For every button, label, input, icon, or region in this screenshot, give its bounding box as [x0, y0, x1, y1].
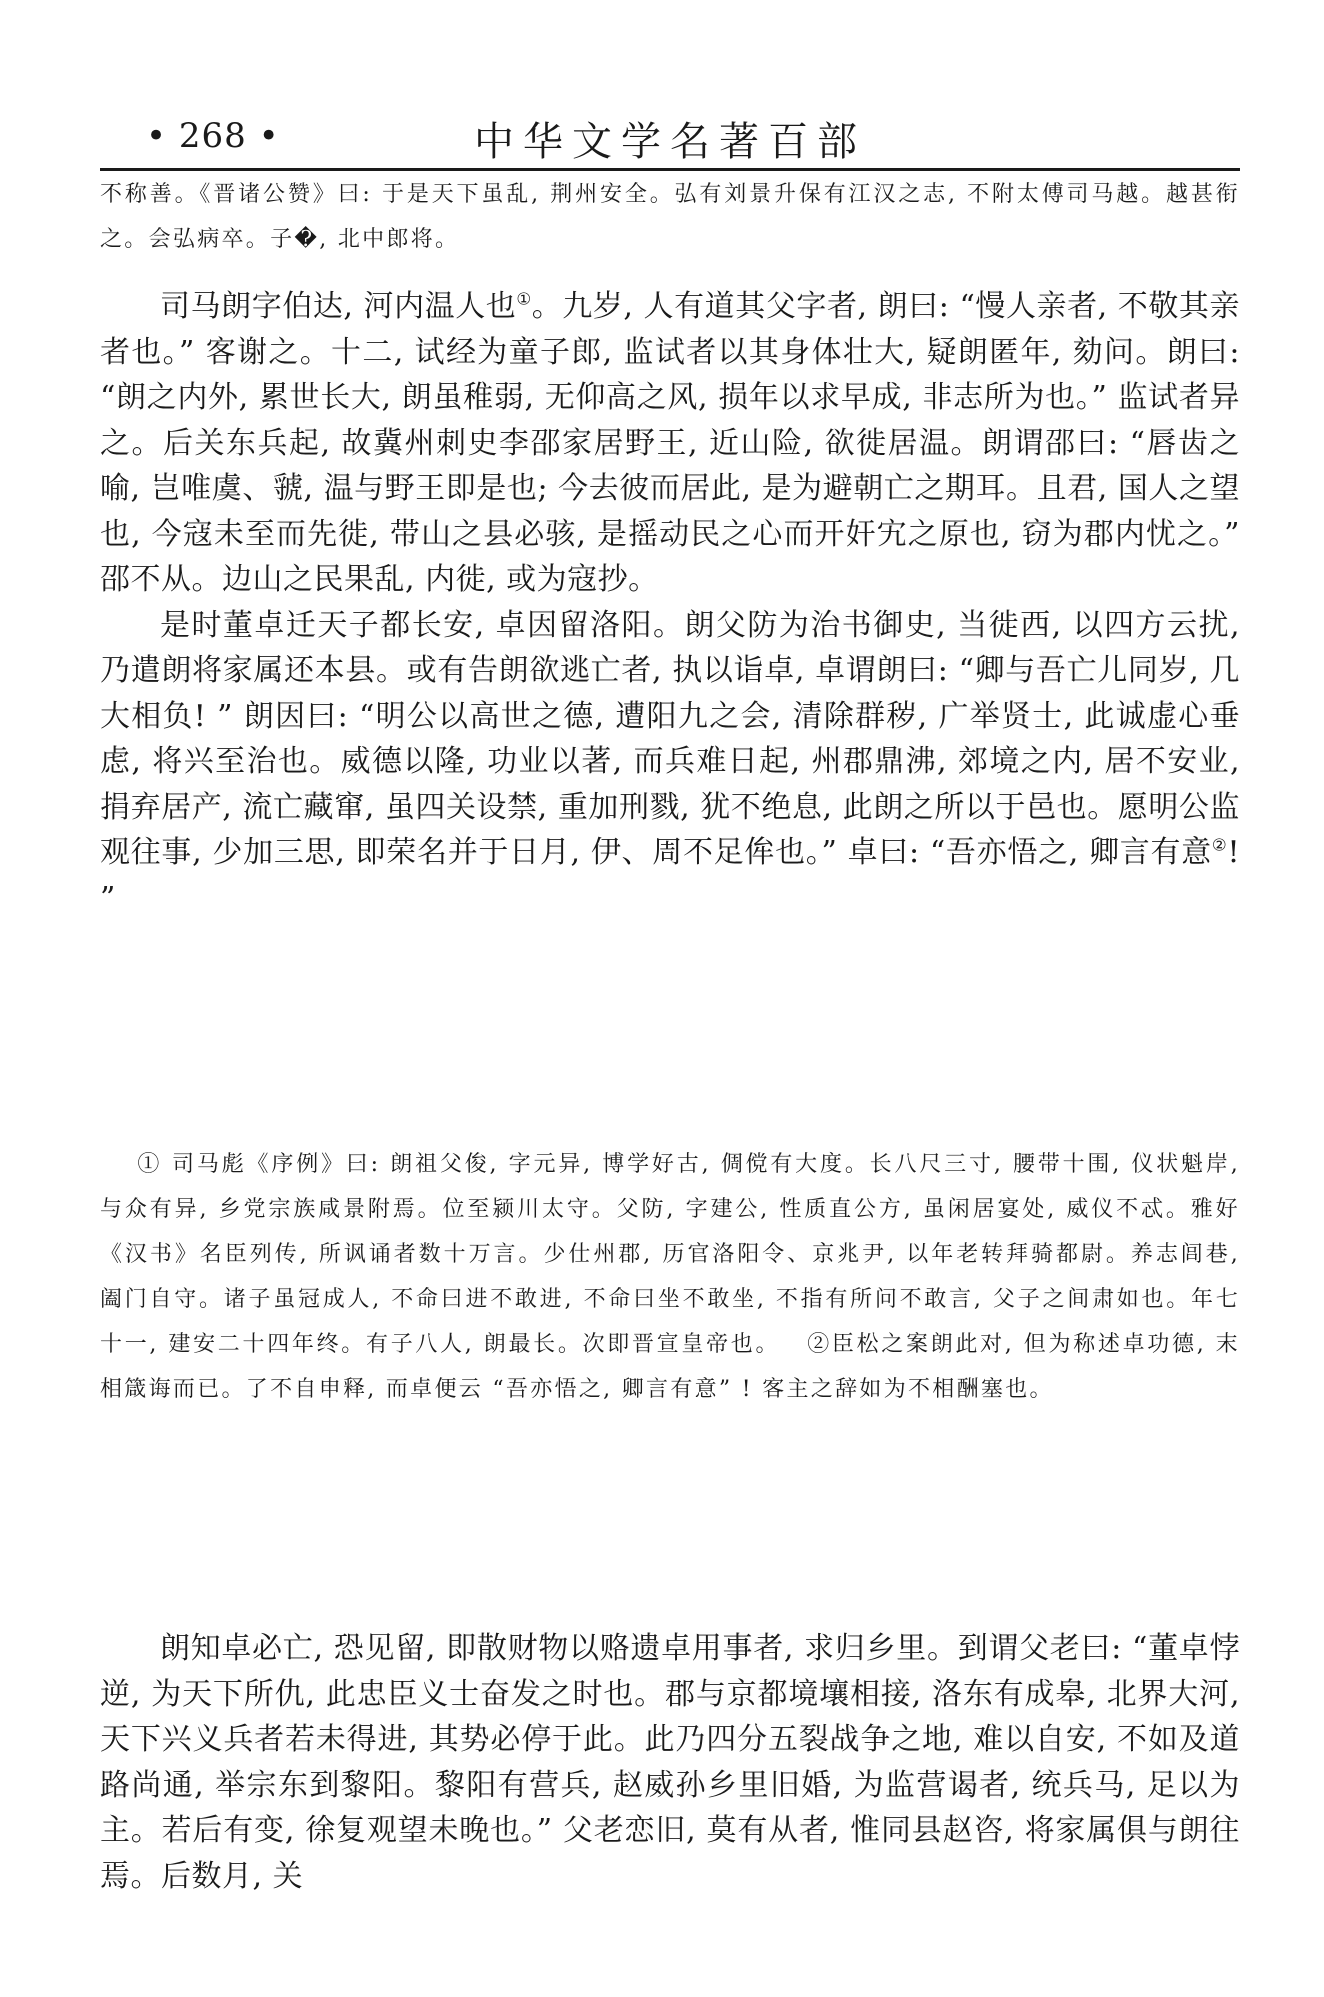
footnote-ref-1: ①	[516, 289, 532, 309]
page-number: • 268 •	[146, 116, 280, 156]
page-header	[100, 108, 1240, 168]
book-title: 中华文学名著百部	[474, 119, 866, 165]
paragraph-2-text-a: 是时董卓迁天子都长安, 卓因留洛阳。朗父防为治书御史, 当徙西, 以四方云扰, 乃遣朗将家属还本县。或有告朗欲逃亡者, 执以诣卓, 卓谓朗曰: “卿与吾亡儿同岁, 几大相负! ” 朗因曰: “明公以高世之德, 遭阳九之会, 清除群秽, 广举贤士, 此诚虚心垂虑, 将兴至治也。威德以隆, 功业以著, 而兵难日起, 州郡鼎沸, 郊境之内, 居不安业, 捐弃居产, 流亡藏窜, 虽四关设禁, 重加刑戮, 犹不绝息, 此朗之所以于邑也。愿明公监观往事, 少加三思, 即荣名并于日月, 伊、周不足侔也。” 卓曰: “吾亦悟之, 卿言有意	[100, 607, 1240, 870]
footnote-2: ②臣松之案朗此对, 但为称述卓功德, 末相箴诲而已。了不自申释, 而卓便云 “吾亦悟之, 卿言有意” ! 客主之辞如为不相酬塞也。	[100, 1332, 1240, 1402]
paragraph-1-text-b: 。九岁, 人有道其父字者, 朗曰: “慢人亲者, 不敬其亲者也。” 客谢之。十二, 试经为童子郎, 监试者以其身体壮大, 疑朗匿年, 劾问。朗曰: “朗之内外, 累世长大, 朗虽稚弱, 无仰高之风, 损年以求早成, 非志所为也。” 监试者异之。后关东兵起, 故冀州刺史李邵家居野王, 近山险, 欲徙居温。朗谓邵曰: “唇齿之喻, 岂唯虞、虢, 温与野王即是也; 今去彼而居此, 是为避朝亡之期耳。且君, 国人之望也, 今寇未至而先徙, 带山之县必骇, 是摇动民之心而开奸宄之原也, 窃为郡内忧之。” 邵不从。边山之民果乱, 内徙, 或为寇抄。	[100, 289, 1240, 597]
paragraph-1	[100, 284, 1240, 603]
paragraph-3: 朗知卓必亡, 恐见留, 即散财物以赂遗卓用事者, 求归乡里。到谓父老曰: “董卓悖逆, 为天下所仇, 此忠臣义士奋发之时也。郡与京都境壤相接, 洛东有成皋, 北界大河, 天下兴义兵者若未得进, 其势必停于此。此乃四分五裂战争之地, 难以自安, 不如及道路尚通, 举宗东到黎阳。黎阳有营兵, 赵威孙乡里旧婚, 为监营谒者, 统兵马, 足以为主。若后有变, 徐复观望未晚也。” 父老恋旧, 莫有从者, 惟同县赵咨, 将家属俱与朗往焉。后数月, 关	[100, 1631, 1240, 1894]
main-text-upper	[100, 284, 1240, 921]
header-rule	[100, 168, 1240, 171]
footnote-1: ① 司马彪《序例》曰: 朗祖父俊, 字元异, 博学好古, 倜傥有大度。长八尺三寸, 腰带十围, 仪状魁岸, 与众有异, 乡党宗族咸景附焉。位至颍川太守。父防, 字建公, 性质直公方, 虽闲居宴处, 威仪不忒。雅好《汉书》名臣列传, 所讽诵者数十万言。少仕州郡, 历官洛阳令、京兆尹, 以年老转拜骑都尉。养志闾巷, 阖门自守。诸子虽冠成人, 不命曰进不敢进, 不命曰坐不敢坐, 不指有所问不敢言, 父子之间肃如也。年七十一, 建安二十四年终。有子八人, 朗最长。次即晋宣皇帝也。	[100, 1152, 1240, 1357]
paragraph-2-text-b: ! ”	[100, 835, 1240, 916]
footnotes	[100, 1142, 1240, 1412]
paragraph-1-text-a: 司马朗字伯达, 河内温人也	[160, 289, 517, 324]
annotation-text: 不称善。《晋诸公赞》曰: 于是天下虽乱, 荆州安全。弘有刘景升保有江汉之志, 不附太傅司马越。越甚衔之。会弘病卒。子�, 北中郎将。	[100, 182, 1240, 252]
footnote-block	[100, 1142, 1240, 1412]
paragraph-2	[100, 603, 1240, 922]
footnote-ref-2: ②	[1211, 835, 1228, 855]
main-text-lower	[100, 1626, 1240, 1899]
continued-annotation	[100, 172, 1240, 262]
